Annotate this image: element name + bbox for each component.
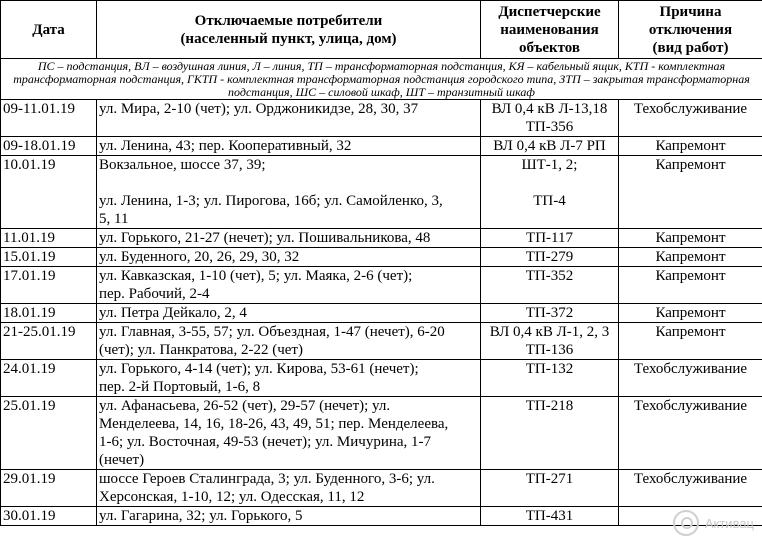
cell-line: ул. Ленина, 1-3; ул. Пирогова, 16б; ул. Самойленко, 3, xyxy=(99,193,443,209)
row-reason: Капремонт xyxy=(619,323,762,360)
row-reason: Капремонт xyxy=(619,156,762,229)
cell-line: ТП-356 xyxy=(525,119,574,135)
cell-line: Менделеева, 14, 16, 18-26, 43, 49, 51; пер. Менделеева, xyxy=(99,416,449,432)
cell-line: Херсонская, 1-10, 12; ул. Одесская, 11, 12 xyxy=(99,489,365,505)
row-reason: Капремонт xyxy=(619,137,762,156)
table-body xyxy=(1,100,762,526)
cell-line: ТП-132 xyxy=(525,361,574,377)
table-row xyxy=(1,248,762,267)
table-row xyxy=(1,156,762,229)
row-objects xyxy=(481,507,619,526)
row-consumers xyxy=(97,360,481,397)
cell-line: ТП-431 xyxy=(525,508,574,524)
table-row xyxy=(1,100,762,137)
row-consumers xyxy=(97,267,481,304)
header-reason: Причина отключения (вид работ) xyxy=(619,1,762,59)
cell-line: ВЛ 0,4 кВ Л-1, 2, 3 xyxy=(489,324,610,340)
row-consumers xyxy=(97,100,481,137)
table-row xyxy=(1,507,762,526)
row-consumers xyxy=(97,137,481,156)
cell-line: 1-6; ул. Восточная, 49-53 (нечет); ул. Мичурина, 1-7 xyxy=(99,434,432,450)
table-row xyxy=(1,267,762,304)
cell-line: ТП-218 xyxy=(525,398,574,414)
row-objects xyxy=(481,100,619,137)
cell-line: пер. 2-й Портовый, 1-6, 8 xyxy=(99,379,261,395)
row-objects xyxy=(481,397,619,470)
row-consumers xyxy=(97,304,481,323)
cell-line: шоссе Героев Сталинграда, 3; ул. Буденного, 3-6; ул. xyxy=(99,471,435,487)
row-objects xyxy=(481,323,619,360)
table-row xyxy=(1,470,762,507)
header-consumers: Отключаемые потребители (населенный пункт, улица, дом) xyxy=(97,1,481,59)
cell-line: ВЛ 0,4 кВ Л-7 РП xyxy=(493,138,606,154)
header-date: Дата xyxy=(1,1,97,59)
cell-line: ул. Горького, 21-27 (нечет); ул. Пошивальникова, 48 xyxy=(99,230,431,246)
row-date: 18.01.19 xyxy=(1,304,97,323)
row-consumers xyxy=(97,248,481,267)
table-row xyxy=(1,137,762,156)
header-objects: Диспетчерские наименования объектов xyxy=(481,1,619,59)
row-date: 25.01.19 xyxy=(1,397,97,470)
row-reason: Капремонт xyxy=(619,229,762,248)
row-date: 11.01.19 xyxy=(1,229,97,248)
cell-line: (нечет) xyxy=(99,452,145,468)
cell-line: (чет); ул. Панкратова, 2-22 (чет) xyxy=(99,342,303,358)
watermark: Активац xyxy=(673,510,754,536)
row-date: 09-18.01.19 xyxy=(1,137,97,156)
cell-line: ул. Мира, 2-10 (чет); ул. Орджоникидзе, 28, 30, 37 xyxy=(99,101,419,117)
row-date: 15.01.19 xyxy=(1,248,97,267)
cell-line: ул. Кавказская, 1-10 (чет), 5; ул. Маяка, 2-6 (чет); xyxy=(99,268,413,284)
cell-line: ТП-136 xyxy=(525,342,574,358)
row-reason: Техобслуживание xyxy=(619,360,762,397)
table-row xyxy=(1,397,762,470)
cell-line xyxy=(99,175,103,191)
row-objects xyxy=(481,137,619,156)
row-objects xyxy=(481,229,619,248)
cell-line: ул. Афанасьева, 26-52 (чет), 29-57 (нечет); ул. xyxy=(99,398,391,414)
watermark-icon xyxy=(673,510,699,536)
row-objects xyxy=(481,248,619,267)
cell-line: ТП-279 xyxy=(525,249,574,265)
cell-line: ТП-372 xyxy=(525,305,574,321)
legend-row xyxy=(1,59,762,100)
row-date: 17.01.19 xyxy=(1,267,97,304)
row-reason: Капремонт xyxy=(619,248,762,267)
cell-line: ул. Главная, 3-55, 57; ул. Объездная, 1-47 (нечет), 6-20 xyxy=(99,324,445,340)
row-date: 21-25.01.19 xyxy=(1,323,97,360)
cell-line: ул. Горького, 4-14 (чет); ул. Кирова, 53-61 (нечет); xyxy=(99,361,419,377)
row-consumers xyxy=(97,323,481,360)
cell-line: ШТ-1, 2; xyxy=(521,157,578,173)
row-objects xyxy=(481,267,619,304)
row-objects xyxy=(481,304,619,323)
row-consumers xyxy=(97,229,481,248)
cell-line: ул. Гагарина, 32; ул. Горького, 5 xyxy=(99,508,303,524)
cell-line: 5, 11 xyxy=(99,211,129,227)
row-reason: Техобслуживание xyxy=(619,470,762,507)
row-date: 09-11.01.19 xyxy=(1,100,97,137)
table-row xyxy=(1,304,762,323)
row-reason: Техобслуживание xyxy=(619,100,762,137)
row-date: 24.01.19 xyxy=(1,360,97,397)
cell-line: пер. Рабочий, 2-4 xyxy=(99,286,210,302)
row-reason: Капремонт xyxy=(619,267,762,304)
cell-line: ул. Петра Дейкало, 2, 4 xyxy=(99,305,247,321)
cell-line: ТП-271 xyxy=(525,471,574,487)
row-objects xyxy=(481,156,619,229)
abbreviation-legend: ПС – подстанция, ВЛ – воздушная линия, Л – линия, ТП – трансформаторная подстанция, КЯ – кабельный ящик, КТП - комплектная трансформаторная подстанция, ГКТП - комплектная трансформаторная подстанция городского типа, ЗТП – закрытая трансформаторная подстанция, ШС – силовой шкаф, ШТ – транзитный шкаф xyxy=(1,59,762,100)
row-consumers xyxy=(97,156,481,229)
row-objects xyxy=(481,470,619,507)
row-date: 29.01.19 xyxy=(1,470,97,507)
row-consumers xyxy=(97,397,481,470)
cell-line: ул. Ленина, 43; пер. Кооперативный, 32 xyxy=(99,138,352,154)
row-date: 10.01.19 xyxy=(1,156,97,229)
cell-line: ВЛ 0,4 кВ Л-13,18 xyxy=(491,101,608,117)
row-objects xyxy=(481,360,619,397)
table-row xyxy=(1,229,762,248)
cell-line xyxy=(548,175,552,191)
table-row xyxy=(1,323,762,360)
cell-line: ТП-117 xyxy=(526,230,573,246)
header-row xyxy=(1,1,762,59)
row-reason: Техобслуживание xyxy=(619,397,762,470)
cell-line: ТП-352 xyxy=(525,268,574,284)
cell-line: ул. Буденного, 20, 26, 29, 30, 32 xyxy=(99,249,300,265)
row-consumers xyxy=(97,507,481,526)
cell-line: ТП-4 xyxy=(533,193,566,209)
row-reason: Капремонт xyxy=(619,304,762,323)
row-date: 30.01.19 xyxy=(1,507,97,526)
cell-line: Вокзальное, шоссе 37, 39; xyxy=(99,157,266,173)
table-row xyxy=(1,360,762,397)
row-consumers xyxy=(97,470,481,507)
